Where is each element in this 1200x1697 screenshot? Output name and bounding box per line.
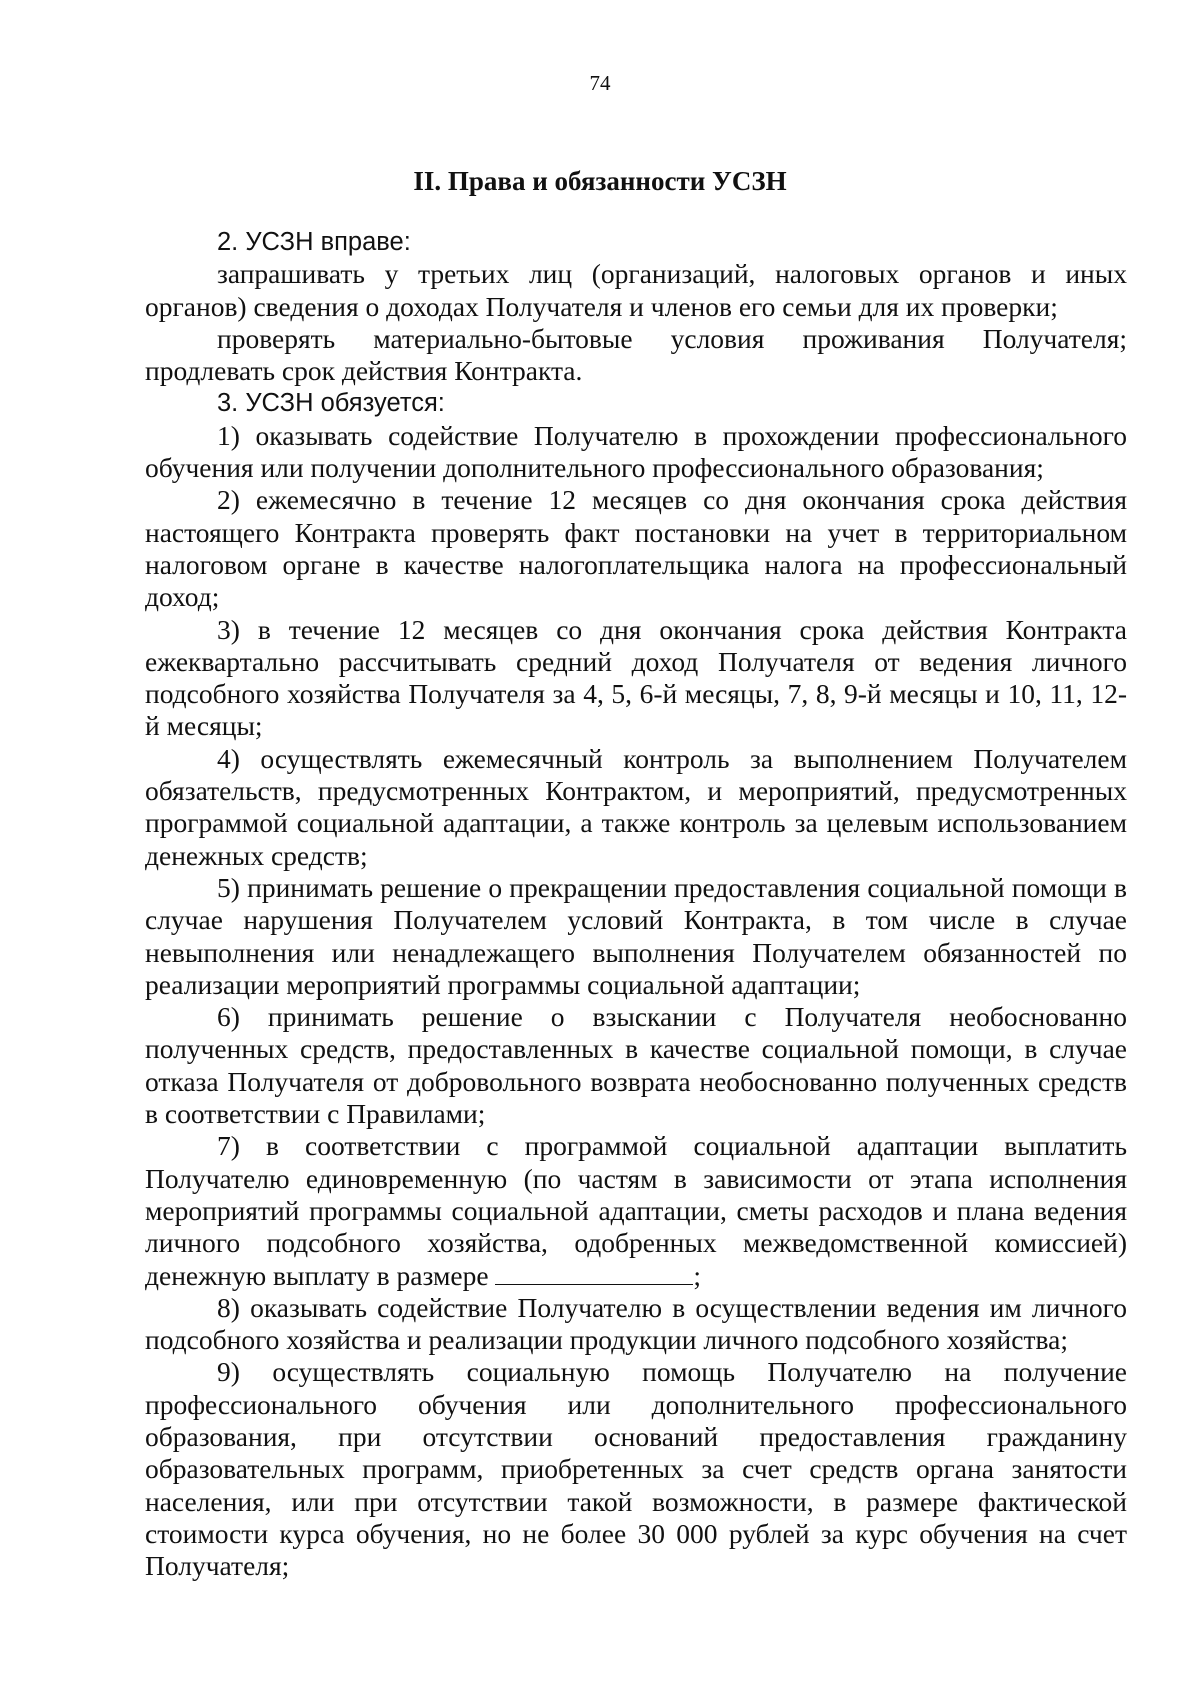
section-title: II. Права и обязанности УСЗН	[413, 166, 787, 196]
clause-2-item-check-conditions: проверять материально-бытовые условия проживания Получателя; продлевать срок действия Контракта.	[145, 322, 1127, 387]
clause-2-item-request-info: запрашивать у третьих лиц (организаций, налоговых органов и иных органов) сведения о доходах Получателя и членов его семьи для их проверки;	[145, 258, 1127, 322]
clause-3-item-9: 9) осуществлять социальную помощь Получателю на получение профессионального обучения или дополнительного профессионального образования, при отсутствии оснований предоставления гражданину образовательных программ, приобретенных за счет средств органа занятости населения, или при отсутствии такой возможности, в размере фактической стоимости курса обучения, но не более 30 000 рублей за курс обучения на счет Получателя;	[145, 1356, 1127, 1582]
clause-3-item-4: 4) осуществлять ежемесячный контроль за выполнением Получателем обязательств, предусмотренных Контрактом, и мероприятий, предусмотренных программой социальной адаптации, а также контроль за целевым использованием денежных средств;	[145, 742, 1127, 871]
clause-3-item-5: 5) принимать решение о прекращении предоставления социальной помощи в случае нарушения Получателем условий Контракта, в том числе в случае невыполнения или ненадлежащего выполнения Получателем обязанностей по реализации мероприятий программы социальной адаптации;	[145, 871, 1127, 1000]
clause-3-item-7-end: ;	[693, 1259, 702, 1291]
clause-3-item-1: 1) оказывать содействие Получателю в прохождении профессионального обучения или получении дополнительного профессионального образования;	[145, 419, 1127, 484]
document-body	[145, 226, 1127, 1582]
clause-3-item-6: 6) принимать решение о взыскании с Получателя необоснованно полученных средств, предоставленных в качестве социальной помощи, в случае отказа Получателя от добровольного возврата необоснованно полученных средств в соответствии с Правилами;	[145, 1001, 1127, 1130]
clause-3-heading: 3. УСЗН обязуется:	[217, 389, 445, 418]
amount-blank-field	[495, 1260, 693, 1285]
page-number: 74	[589, 71, 611, 95]
clause-3-item-3: 3) в течение 12 месяцев со дня окончания срока действия Контракта ежеквартально рассчитывать средний доход Получателя от ведения личного подсобного хозяйства Получателя за 4, 5, 6-й месяцы, 7, 8, 9-й месяцы и 10, 11, 12-й месяцы;	[145, 613, 1127, 742]
clause-2-heading: 2. УСЗН вправе:	[217, 228, 411, 256]
clause-3-item-8: 8) оказывать содействие Получателю в осуществлении ведения им личного подсобного хозяйства и реализации продукции личного подсобного хозяйства;	[145, 1291, 1127, 1356]
clause-3-item-7	[145, 1130, 1127, 1291]
clause-3-item-2: 2) ежемесячно в течение 12 месяцев со дня окончания срока действия настоящего Контракта проверять факт постановки на учет в территориальном налоговом органе в качестве налогоплательщика налога на профессиональный доход;	[145, 484, 1127, 613]
clause-3-item-7-text: 7) в соответствии с программой социальной адаптации выплатить Получателю единовременную (по частям в зависимости от этапа исполнения мероприятий программы социальной адаптации, сметы расходов и плана ведения личного подсобного хозяйства, одобренных межведомственной комиссией) денежную выплату в размере	[145, 1130, 1127, 1291]
